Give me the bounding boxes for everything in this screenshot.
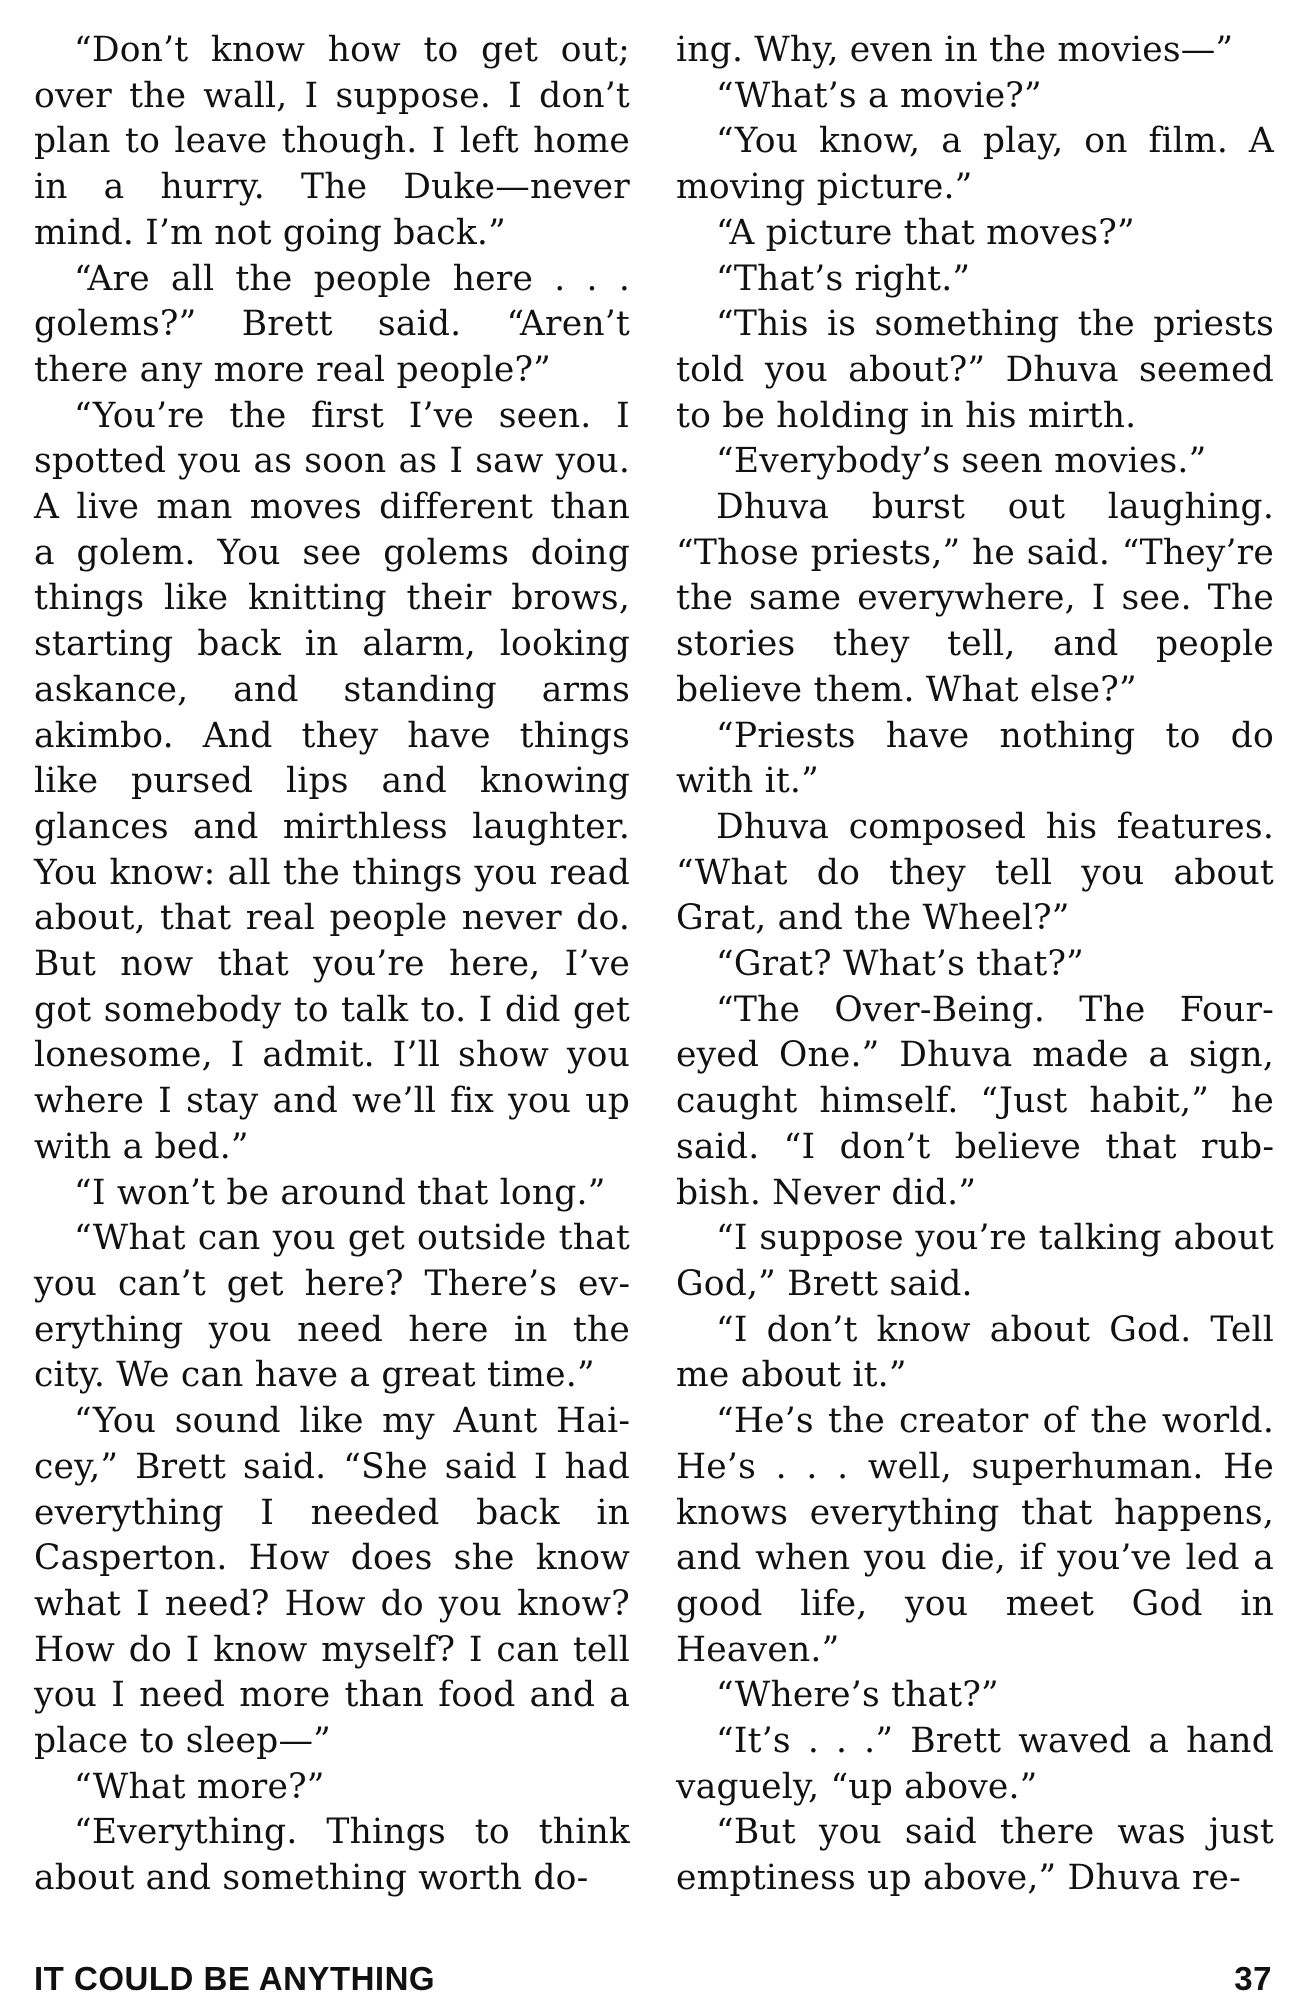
paragraph: “I won’t be around that long.” bbox=[74, 1172, 606, 1213]
paragraph: “You sound like my Aunt Haicey,” Brett said. “She said I had everything I needed back in Casperton. How does she know what I need? How do you know? How do I know myself? I can tell you I need more than food and a place to sleep—” bbox=[34, 1401, 630, 1762]
paragraph: “You’re the first I’ve seen. I spotted you as soon as I saw you. A live man moves different than a golem. You see golems doing things like knitting their brows, starting back in alarm, looking askance, and standing arms akimbo. And they have things like pursed lips and knowing glances and mirthless laughter. You know: all the things you read about, that real people never do. But now that you’re here, I’ve got somebody to talk to. I did get lonesome, I admit. I’ll show you where I stay and we’ll fix you up with a bed.” bbox=[34, 395, 630, 1167]
paragraph: “What more?” bbox=[74, 1766, 325, 1807]
paragraph: “What can you get outside that you can’t get here? There’s everything you need here in the city. We can have a great time.” bbox=[34, 1218, 630, 1396]
paragraph: “Grat? What’s that?” bbox=[716, 944, 1084, 985]
paragraph: “Where’s that?” bbox=[716, 1675, 999, 1716]
paragraph: “Don’t know how to get out; over the wall, I suppose. I don’t plan to leave though. I left home in a hurry. The Duke—never mind. I’m not going back.” bbox=[34, 30, 630, 253]
paragraph: “A picture that moves?” bbox=[716, 212, 1135, 253]
paragraph: “Everybody’s seen movies.” bbox=[716, 441, 1207, 482]
paragraph: “This is something the priests told you about?” Dhuva seemed to be holding in his mirth. bbox=[676, 304, 1274, 436]
paragraph: “You know, a play, on film. A moving picture.” bbox=[676, 121, 1274, 208]
paragraph: “Are all the people here . . . golems?” Brett said. “Aren’t there any more real people?” bbox=[34, 258, 630, 390]
paragraph: “The Over-Being. The Four-eyed One.” Dhuva made a sign, caught himself. “Just habit,” he said. “I don’t believe that rubbish. Never did.” bbox=[676, 989, 1274, 1213]
paragraph: “What’s a movie?” bbox=[716, 75, 1042, 116]
left-column bbox=[34, 28, 630, 1902]
paragraph: “I suppose you’re talking about God,” Brett said. bbox=[676, 1218, 1274, 1304]
paragraph: “That’s right.” bbox=[716, 258, 971, 299]
running-title: IT COULD BE ANYTHING bbox=[34, 1960, 436, 1997]
paragraph-continuation: ing. Why, even in the movies—” bbox=[676, 30, 1234, 70]
paragraph: “But you said there was just emptiness up above,” Dhuva re- bbox=[676, 1812, 1274, 1899]
paragraph: “I don’t know about God. Tell me about it.” bbox=[676, 1309, 1274, 1396]
paragraph: Dhuva composed his features. “What do they tell you about Grat, and the Wheel?” bbox=[676, 806, 1274, 939]
paragraph: “Everything. Things to think about and something worth do- bbox=[34, 1812, 630, 1899]
paragraph: “He’s the creator of the world. He’s . . . well, superhuman. He knows everything that happens, and when you die, if you’ve led a good life, you meet God in Heaven.” bbox=[676, 1401, 1274, 1670]
page-footer bbox=[34, 1960, 1272, 2004]
paragraph: “Priests have nothing to do with it.” bbox=[676, 715, 1274, 802]
right-column bbox=[676, 28, 1274, 1902]
page-number: 37 bbox=[1234, 1960, 1272, 1997]
paragraph: Dhuva burst out laughing. “Those priests,” he said. “They’re the same everywhere, I see. The stories they tell, and people believe them. What else?” bbox=[676, 487, 1274, 710]
paragraph: “It’s . . .” Brett waved a hand vaguely, “up above.” bbox=[676, 1721, 1274, 1807]
